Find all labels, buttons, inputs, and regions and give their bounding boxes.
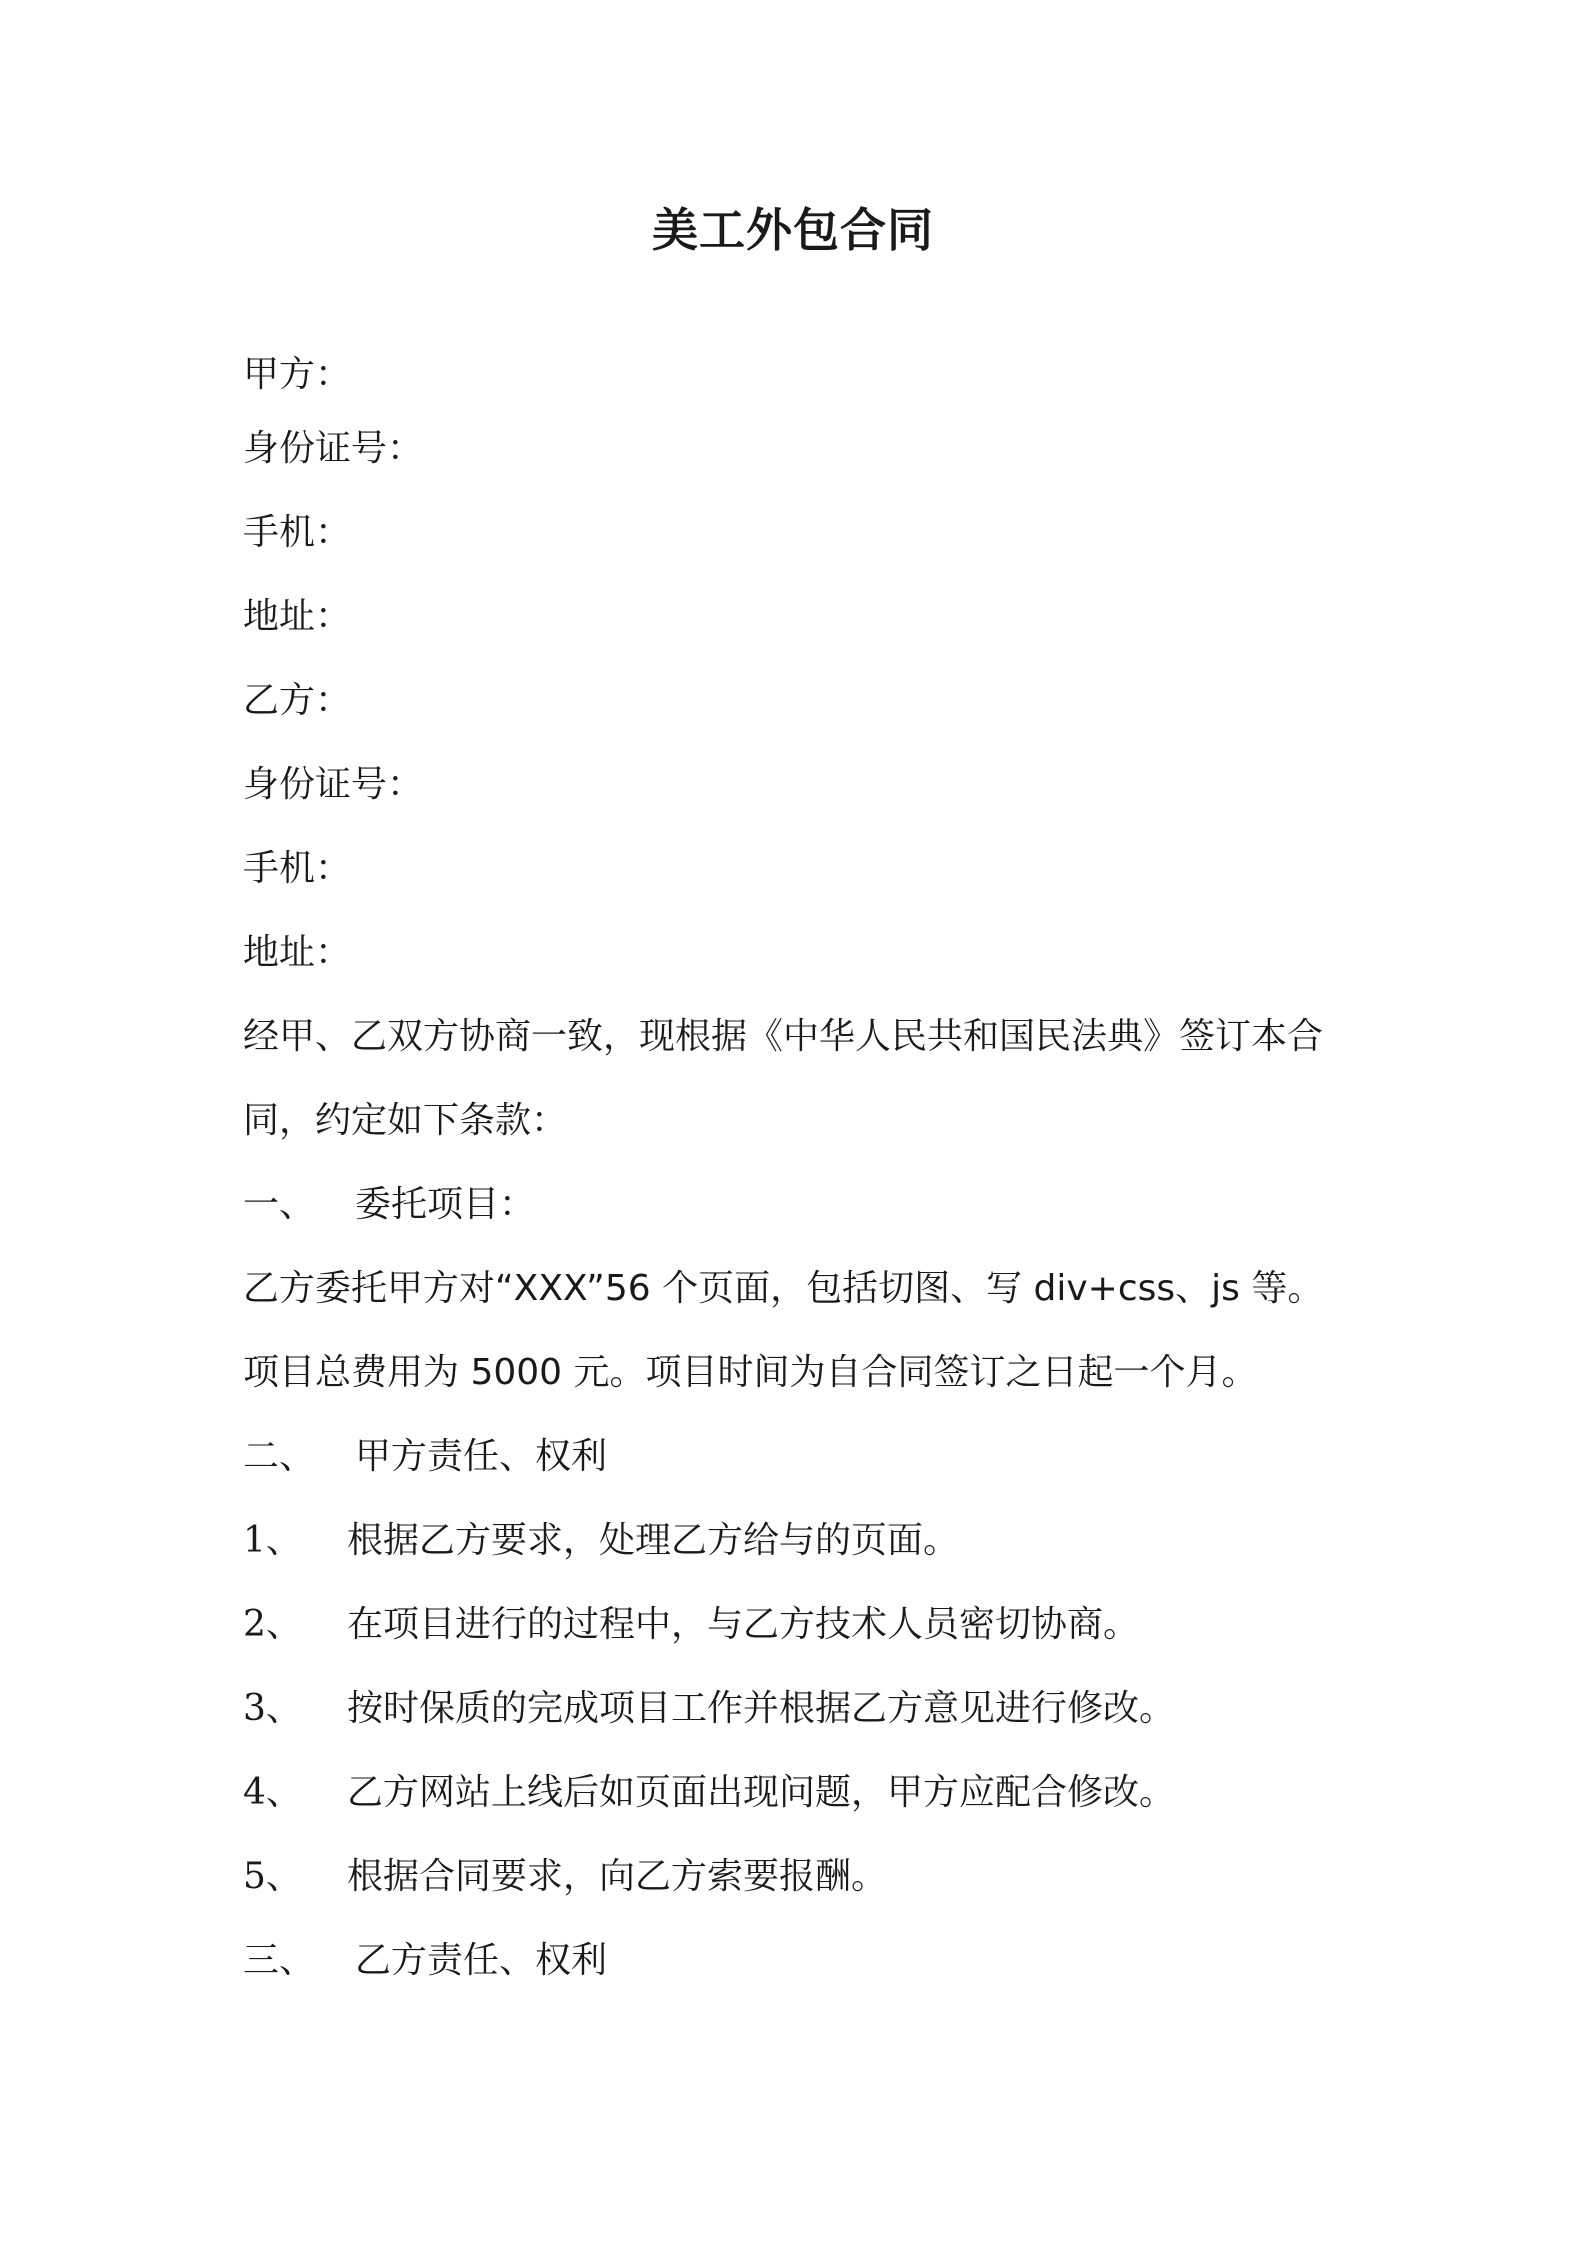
party-b-name-label: 乙方：: [243, 680, 352, 721]
contract-title: 美工外包合同: [652, 203, 934, 257]
section-2-title: 甲方责任、权利: [355, 1436, 608, 1477]
list-item-text: 乙方网站上线后如页面出现问题，甲方应配合修改。: [347, 1772, 1176, 1813]
party-a-phone-label: 手机：: [243, 512, 352, 553]
section-2-heading: [243, 1432, 607, 1482]
list-item-text: 按时保质的完成项目工作并根据乙方意见进行修改。: [347, 1688, 1176, 1729]
list-item: [243, 1600, 1139, 1650]
section-3-number: 三、: [243, 1940, 316, 1981]
section-1-line-2: 项目总费用为 5000 元。项目时间为自合同签订之日起一个月。: [243, 1352, 1258, 1393]
list-item-text: 根据乙方要求，处理乙方给与的页面。: [347, 1520, 960, 1561]
list-item-number: 4、: [243, 1772, 302, 1813]
party-a-id-label: 身份证号：: [243, 428, 424, 469]
list-item-number: 3、: [243, 1688, 302, 1729]
list-item-number: 2、: [243, 1604, 302, 1645]
section-1-title: 委托项目：: [355, 1184, 536, 1225]
preamble-line-1: 经甲、乙双方协商一致，现根据《中华人民共和国民法典》签订本合: [243, 1016, 1324, 1057]
section-1-heading: [243, 1180, 535, 1230]
section-1-number: 一、: [243, 1184, 316, 1225]
list-item: [243, 1684, 1175, 1734]
party-a-name-label: 甲方：: [243, 354, 352, 395]
section-3-title: 乙方责任、权利: [355, 1940, 608, 1981]
section-1-line-1: 乙方委托甲方对“XXX”56 个页面，包括切图、写 div+css、js 等。: [243, 1268, 1324, 1309]
list-item: [243, 1516, 959, 1566]
list-item-text: 在项目进行的过程中，与乙方技术人员密切协商。: [347, 1604, 1140, 1645]
list-item-number: 5、: [243, 1856, 302, 1897]
party-b-id-label: 身份证号：: [243, 764, 424, 805]
list-item: [243, 1852, 887, 1902]
party-a-address-label: 地址：: [243, 596, 352, 637]
list-item: [243, 1768, 1175, 1818]
party-b-phone-label: 手机：: [243, 848, 352, 889]
section-2-number: 二、: [243, 1436, 316, 1477]
list-item-text: 根据合同要求，向乙方索要报酬。: [347, 1856, 888, 1897]
preamble-line-2: 同，约定如下条款：: [243, 1100, 568, 1141]
party-b-address-label: 地址：: [243, 932, 352, 973]
list-item-number: 1、: [243, 1520, 302, 1561]
section-3-heading: [243, 1936, 607, 1986]
